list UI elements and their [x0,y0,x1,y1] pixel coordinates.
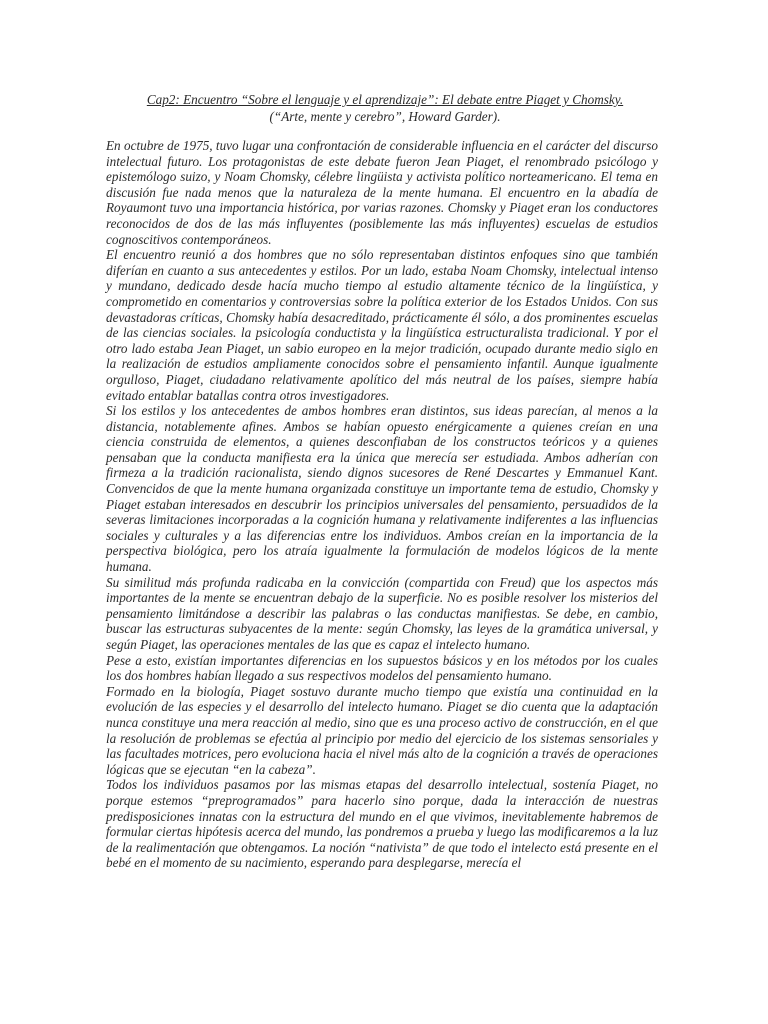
paragraph: Su similitud más profunda radicaba en la convicción (compartida con Freud) que los aspectos más importantes de la mente se encuentran debajo de la superficie. No es posible resolver los misterios del pensamiento limitándose a describir las palabras o las conductas manifiestas. Se debe, en cambio, buscar las estructuras subyacentes de la mente: según Chomsky, las leyes de la gramática universal, y según Piaget, las operaciones mentales de las que es capaz el intelecto humano. [106,574,658,652]
document-title: Cap2: Encuentro “Sobre el lenguaje y el aprendizaje”: El debate entre Piaget y Chomsky. [146,92,624,107]
document-heading [100,92,670,125]
document-body [106,138,658,871]
paragraph: El encuentro reunió a dos hombres que no sólo representaban distintos enfoques sino que también diferían en cuanto a sus antecedentes y estilos. Por un lado, estaba Noam Chomsky, intelectual intenso y mundano, dedicado desde hacía mucho tiempo al estudio altamente técnico de la lingüística, y comprometido en comentarios y controversias sobre la política exterior de los Estados Unidos. Con sus devastadoras críticas, Chomsky había desacreditado, prácticamente él sólo, a dos prominentes escuelas de las ciencias sociales. la psicología conductista y la lingüística estructuralista tradicional. Y por el otro lado estaba Jean Piaget, un sabio europeo en la mejor tradición, ocupado durante medio siglo en la realización de estudios ampliamente conocidos sobre el pensamiento infantil. Aunque igualmente orgulloso, Piaget, ciudadano relativamente apolítico del más neutral de los países, siempre había evitado entablar batallas contra otros investigadores. [106,247,658,403]
paragraph: Todos los individuos pasamos por las mismas etapas del desarrollo intelectual, sostenía Piaget, no porque estemos “preprogramados” para hacerlo sino porque, dada la interacción de nuestras predisposiciones innatas con la estructura del mundo en el que vivimos, inevitablemente habremos de formular ciertas hipótesis acerca del mundo, las pondremos a prueba y luego las modificaremos a la luz de la realimentación que obtengamos. La noción “nativista” de que todo el intelecto está presente en el bebé en el momento de su nacimiento, esperando para desplegarse, merecía el [106,777,658,871]
paragraph: Pese a esto, existían importantes diferencias en los supuestos básicos y en los métodos por los cuales los dos hombres habían llegado a sus respectivos modelos del pensamiento humano. [106,652,658,684]
paragraph: En octubre de 1975, tuvo lugar una confrontación de considerable influencia en el carácter del discurso intelectual futuro. Los protagonistas de este debate fueron Jean Piaget, el renombrado psicólogo y epistemólogo suizo, y Noam Chomsky, célebre lingüista y activista político norteamericano. El tema en discusión fue nada menos que la naturaleza de la mente humana. El encuentro en la abadía de Royaumont tuvo una importancia histórica, por varias razones. Chomsky y Piaget eran los conductores reconocidos de dos de las más influyentes (posiblemente las más influyentes) escuelas de estudios cognoscitivos contemporáneos. [106,138,658,247]
paragraph: Formado en la biología, Piaget sostuvo durante mucho tiempo que existía una continuidad en la evolución de las especies y el desarrollo del intelecto humano. Piaget se dio cuenta que la adaptación nunca constituye una mera reacción al medio, sino que es una proceso activo de construcción, en el que la resolución de problemas se efectúa al principio por medio del ejercicio de los sistemas sensoriales y las facultades motrices, pero evoluciona hacia el nivel más alto de la cognición a través de operaciones lógicas que se ejecutan “en la cabeza”. [106,683,658,777]
paragraph: Si los estilos y los antecedentes de ambos hombres eran distintos, sus ideas parecían, al menos a la distancia, notablemente afines. Ambos se habían opuesto enérgicamente a quienes creían en una ciencia construida de elementos, a quienes desconfiaban de los constructos teóricos y a quienes pensaban que la conducta manifiesta era la única que merecía ser estudiada. Ambos adherían con firmeza a la tradición racionalista, siendo dignos sucesores de René Descartes y Emmanuel Kant. Convencidos de que la mente humana organizada constituye un importante tema de estudio, Chomsky y Piaget estaban interesados en descubrir los principios universales del pensamiento, persuadidos de la severas limitaciones incorporadas a la cognición humana y relativamente indiferentes a las influencias sociales y culturales y a las diferencias entre los individuos. Ambos creían en la importancia de la perspectiva biológica, pero los atraía igualmente la formulación de modelos lógicos de la mente humana. [106,403,658,575]
document-subtitle: (“Arte, mente y cerebro”, Howard Garder). [269,108,501,124]
